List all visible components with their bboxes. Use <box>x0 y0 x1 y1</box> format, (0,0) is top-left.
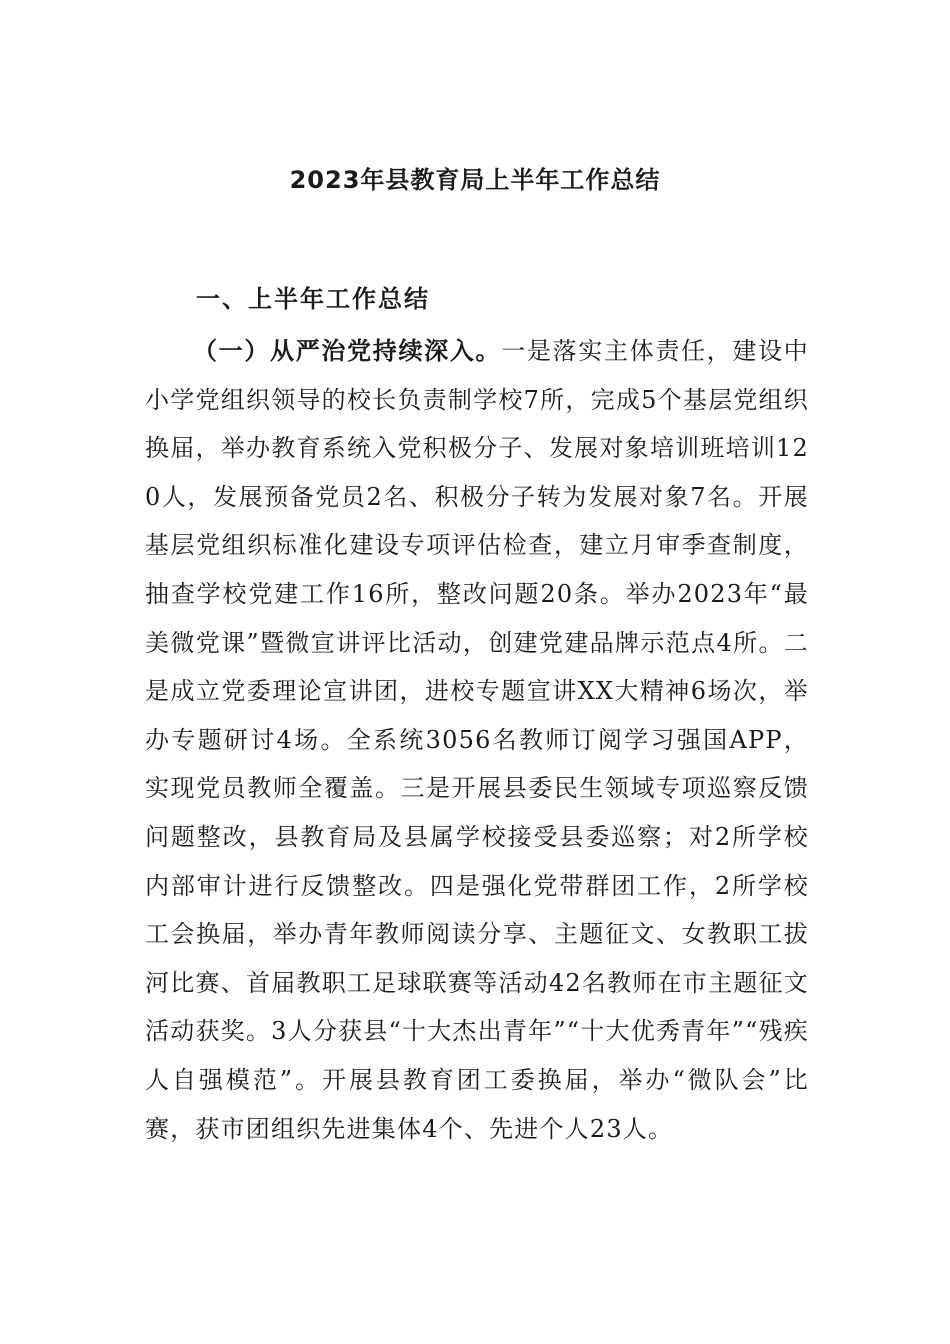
document-title: 2023年县教育局上半年工作总结 <box>289 166 661 194</box>
body-paragraph <box>145 327 809 1153</box>
section-heading: 一、上半年工作总结 <box>196 285 430 313</box>
paragraph-text: 一是落实主体责任，建设中小学党组织领导的校长负责制学校7所，完成5个基层党组织换届，举办教育系统入党积极分子、发展对象培训班培训120人，发展预备党员2名、积极分子转为发展对象7名。开展基层党组织标准化建设专项评估检查，建立月审季查制度，抽查学校党建工作16所，整改问题20条。举办2023年“最美微党课”暨微宣讲评比活动，创建党建品牌示范点4所。二是成立党委理论宣讲团，进校专题宣讲XX大精神6场次，举办专题研讨4场。全系统3056名教师订阅学习强国APP，实现党员教师全覆盖。三是开展县委民生领域专项巡察反馈问题整改，县教育局及县属学校接受县委巡察；对2所学校内部审计进行反馈整改。四是强化党带群团工作，2所学校工会换届，举办青年教师阅读分享、主题征文、女教职工拔河比赛、首届教职工足球联赛等活动42名教师在市主题征文活动获奖。3人分获县“十大杰出青年”“十大优秀青年”“残疾人自强模范”。开展县教育团工委换届，举办“微队会”比赛，获市团组织先进集体4个、先进个人23人。 <box>145 337 809 1143</box>
paragraph-subheading: （一）从严治党持续深入。 <box>193 337 502 365</box>
